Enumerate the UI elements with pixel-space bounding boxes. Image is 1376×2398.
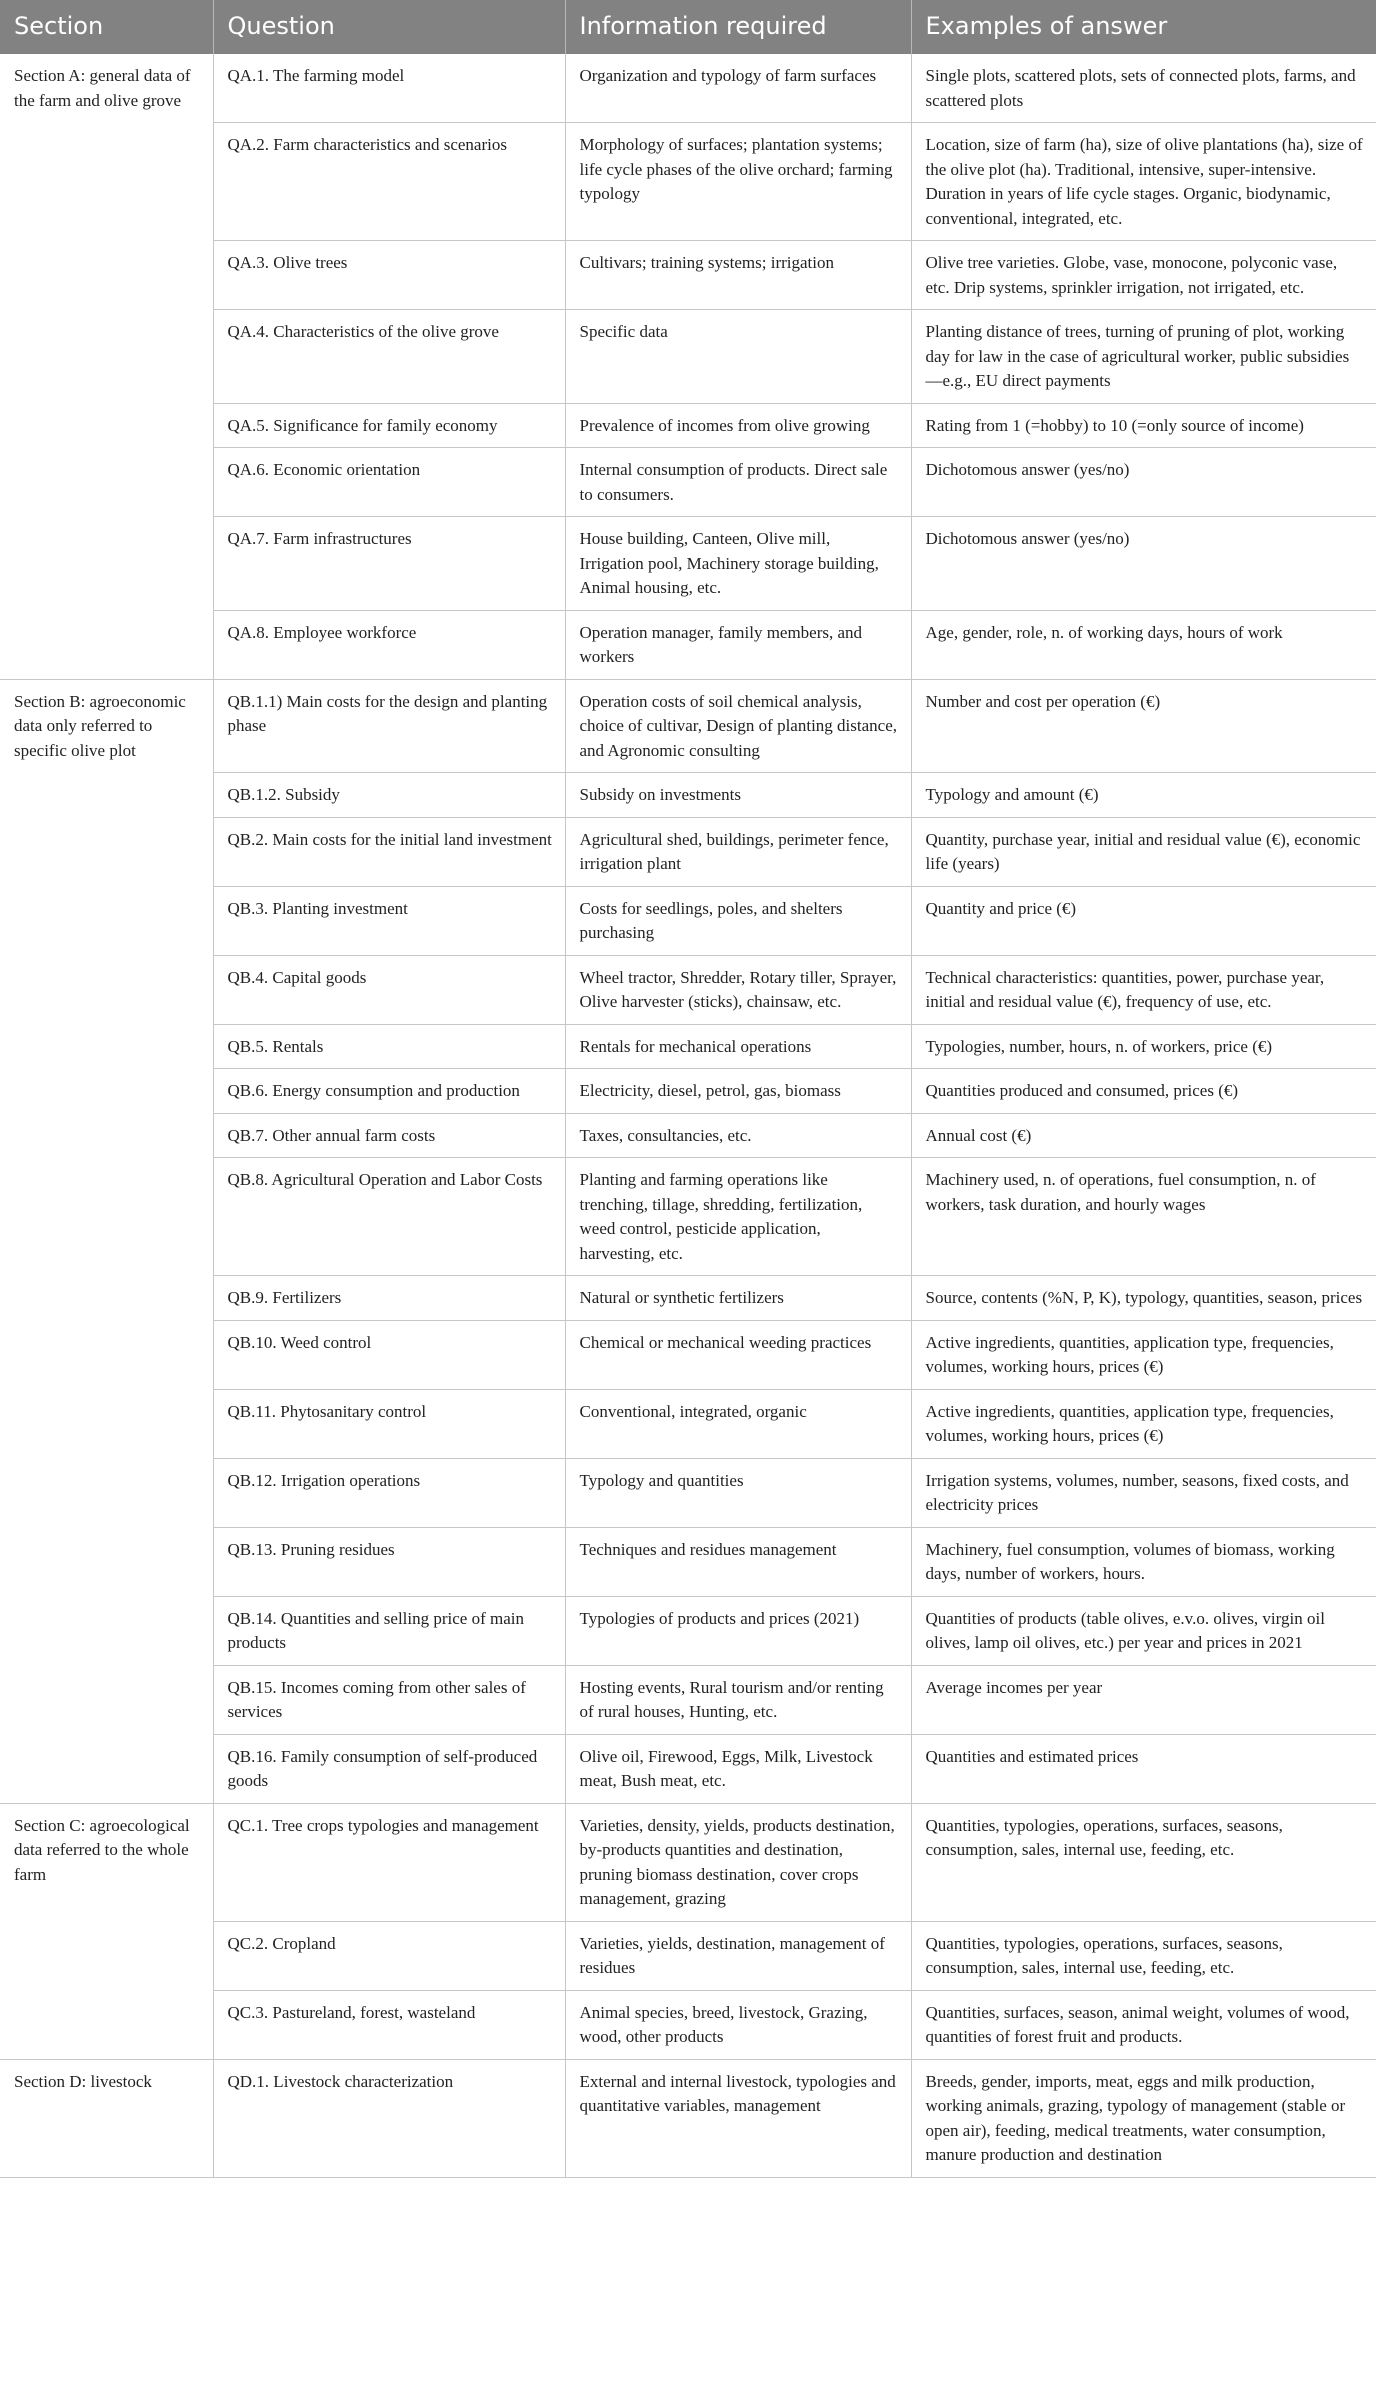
information-cell: Rentals for mechanical operations	[565, 1024, 911, 1069]
information-cell: Animal species, breed, livestock, Grazing, wood, other products	[565, 1990, 911, 2059]
example-cell: Dichotomous answer (yes/no)	[911, 448, 1376, 517]
information-cell: Morphology of surfaces; plantation systems; life cycle phases of the olive orchard; farming typology	[565, 123, 911, 241]
header-information-required: Information required	[565, 0, 911, 54]
example-cell: Active ingredients, quantities, application type, frequencies, volumes, working hours, prices (€)	[911, 1389, 1376, 1458]
example-cell: Age, gender, role, n. of working days, hours of work	[911, 610, 1376, 679]
question-cell: QA.6. Economic orientation	[213, 448, 565, 517]
information-cell: Varieties, yields, destination, management of residues	[565, 1921, 911, 1990]
question-cell: QB.7. Other annual farm costs	[213, 1113, 565, 1158]
example-cell: Single plots, scattered plots, sets of connected plots, farms, and scattered plots	[911, 54, 1376, 123]
example-cell: Quantity, purchase year, initial and residual value (€), economic life (years)	[911, 817, 1376, 886]
question-cell: QC.1. Tree crops typologies and management	[213, 1803, 565, 1921]
question-cell: QB.3. Planting investment	[213, 886, 565, 955]
information-cell: House building, Canteen, Olive mill, Irrigation pool, Machinery storage building, Animal housing, etc.	[565, 517, 911, 611]
header-row	[0, 0, 1376, 54]
table-row	[0, 54, 1376, 123]
information-cell: Specific data	[565, 310, 911, 404]
example-cell: Rating from 1 (=hobby) to 10 (=only source of income)	[911, 403, 1376, 448]
question-cell: QB.13. Pruning residues	[213, 1527, 565, 1596]
example-cell: Machinery used, n. of operations, fuel consumption, n. of workers, task duration, and hourly wages	[911, 1158, 1376, 1276]
question-cell: QA.4. Characteristics of the olive grove	[213, 310, 565, 404]
information-cell: Varieties, density, yields, products destination, by-products quantities and destination, pruning biomass destination, cover crops management, grazing	[565, 1803, 911, 1921]
question-cell: QB.11. Phytosanitary control	[213, 1389, 565, 1458]
question-cell: QB.16. Family consumption of self-produced goods	[213, 1734, 565, 1803]
example-cell: Quantities and estimated prices	[911, 1734, 1376, 1803]
example-cell: Typologies, number, hours, n. of workers, price (€)	[911, 1024, 1376, 1069]
question-cell: QB.2. Main costs for the initial land investment	[213, 817, 565, 886]
information-cell: Natural or synthetic fertilizers	[565, 1276, 911, 1321]
question-cell: QB.10. Weed control	[213, 1320, 565, 1389]
question-cell: QB.4. Capital goods	[213, 955, 565, 1024]
table-body	[0, 54, 1376, 2177]
example-cell: Quantities, surfaces, season, animal weight, volumes of wood, quantities of forest fruit and products.	[911, 1990, 1376, 2059]
information-cell: Olive oil, Firewood, Eggs, Milk, Livestock meat, Bush meat, etc.	[565, 1734, 911, 1803]
example-cell: Irrigation systems, volumes, number, seasons, fixed costs, and electricity prices	[911, 1458, 1376, 1527]
information-cell: Operation costs of soil chemical analysis, choice of cultivar, Design of planting distance, and Agronomic consulting	[565, 679, 911, 773]
header-question: Question	[213, 0, 565, 54]
information-cell: Electricity, diesel, petrol, gas, biomass	[565, 1069, 911, 1114]
information-cell: Techniques and residues management	[565, 1527, 911, 1596]
information-cell: Planting and farming operations like trenching, tillage, shredding, fertilization, weed control, pesticide application, harvesting, etc.	[565, 1158, 911, 1276]
information-cell: Hosting events, Rural tourism and/or renting of rural houses, Hunting, etc.	[565, 1665, 911, 1734]
information-cell: Typologies of products and prices (2021)	[565, 1596, 911, 1665]
question-cell: QA.2. Farm characteristics and scenarios	[213, 123, 565, 241]
example-cell: Annual cost (€)	[911, 1113, 1376, 1158]
question-cell: QA.3. Olive trees	[213, 241, 565, 310]
header-examples-of-answer: Examples of answer	[911, 0, 1376, 54]
question-cell: QB.1.2. Subsidy	[213, 773, 565, 818]
information-cell: Costs for seedlings, poles, and shelters purchasing	[565, 886, 911, 955]
section-cell: Section B: agroeconomic data only referred to specific olive plot	[0, 679, 213, 1803]
example-cell: Active ingredients, quantities, application type, frequencies, volumes, working hours, prices (€)	[911, 1320, 1376, 1389]
table-row	[0, 1803, 1376, 1921]
question-cell: QA.7. Farm infrastructures	[213, 517, 565, 611]
information-cell: External and internal livestock, typologies and quantitative variables, management	[565, 2059, 911, 2177]
question-cell: QD.1. Livestock characterization	[213, 2059, 565, 2177]
example-cell: Quantities of products (table olives, e.v.o. olives, virgin oil olives, lamp oil olives, etc.) per year and prices in 2021	[911, 1596, 1376, 1665]
example-cell: Average incomes per year	[911, 1665, 1376, 1734]
question-cell: QB.12. Irrigation operations	[213, 1458, 565, 1527]
question-cell: QA.1. The farming model	[213, 54, 565, 123]
header-section: Section	[0, 0, 213, 54]
question-cell: QA.8. Employee workforce	[213, 610, 565, 679]
section-cell: Section C: agroecological data referred to the whole farm	[0, 1803, 213, 2059]
information-cell: Internal consumption of products. Direct sale to consumers.	[565, 448, 911, 517]
example-cell: Dichotomous answer (yes/no)	[911, 517, 1376, 611]
question-cell: QB.14. Quantities and selling price of main products	[213, 1596, 565, 1665]
information-cell: Conventional, integrated, organic	[565, 1389, 911, 1458]
question-cell: QC.2. Cropland	[213, 1921, 565, 1990]
example-cell: Quantities, typologies, operations, surfaces, seasons, consumption, sales, internal use, feeding, etc.	[911, 1921, 1376, 1990]
example-cell: Quantity and price (€)	[911, 886, 1376, 955]
example-cell: Planting distance of trees, turning of pruning of plot, working day for law in the case of agricultural worker, public subsidies—e.g., EU direct payments	[911, 310, 1376, 404]
section-cell: Section D: livestock	[0, 2059, 213, 2177]
example-cell: Number and cost per operation (€)	[911, 679, 1376, 773]
example-cell: Technical characteristics: quantities, power, purchase year, initial and residual value (€), frequency of use, etc.	[911, 955, 1376, 1024]
example-cell: Source, contents (%N, P, K), typology, quantities, season, prices	[911, 1276, 1376, 1321]
table-row	[0, 2059, 1376, 2177]
question-cell: QB.6. Energy consumption and production	[213, 1069, 565, 1114]
example-cell: Quantities produced and consumed, prices (€)	[911, 1069, 1376, 1114]
question-cell: QB.5. Rentals	[213, 1024, 565, 1069]
question-cell: QB.8. Agricultural Operation and Labor Costs	[213, 1158, 565, 1276]
question-cell: QC.3. Pastureland, forest, wasteland	[213, 1990, 565, 2059]
information-cell: Prevalence of incomes from olive growing	[565, 403, 911, 448]
example-cell: Quantities, typologies, operations, surfaces, seasons, consumption, sales, internal use, feeding, etc.	[911, 1803, 1376, 1921]
example-cell: Breeds, gender, imports, meat, eggs and milk production, working animals, grazing, typology of management (stable or open air), feeding, medical treatments, water consumption, manure production and destination	[911, 2059, 1376, 2177]
example-cell: Olive tree varieties. Globe, vase, monocone, polyconic vase, etc. Drip systems, sprinkler irrigation, not irrigated, etc.	[911, 241, 1376, 310]
question-cell: QB.1.1) Main costs for the design and planting phase	[213, 679, 565, 773]
information-cell: Taxes, consultancies, etc.	[565, 1113, 911, 1158]
information-cell: Operation manager, family members, and workers	[565, 610, 911, 679]
information-cell: Wheel tractor, Shredder, Rotary tiller, Sprayer, Olive harvester (sticks), chainsaw, etc.	[565, 955, 911, 1024]
example-cell: Location, size of farm (ha), size of olive plantations (ha), size of the olive plot (ha). Traditional, intensive, super-intensive. Duration in years of life cycle stages. Organic, biodynamic, conventional, integrated, etc.	[911, 123, 1376, 241]
information-cell: Agricultural shed, buildings, perimeter fence, irrigation plant	[565, 817, 911, 886]
table-row	[0, 679, 1376, 773]
example-cell: Typology and amount (€)	[911, 773, 1376, 818]
information-cell: Chemical or mechanical weeding practices	[565, 1320, 911, 1389]
question-cell: QB.9. Fertilizers	[213, 1276, 565, 1321]
question-cell: QB.15. Incomes coming from other sales of services	[213, 1665, 565, 1734]
example-cell: Machinery, fuel consumption, volumes of biomass, working days, number of workers, hours.	[911, 1527, 1376, 1596]
section-cell: Section A: general data of the farm and olive grove	[0, 54, 213, 679]
table-header	[0, 0, 1376, 54]
information-cell: Organization and typology of farm surfaces	[565, 54, 911, 123]
question-cell: QA.5. Significance for family economy	[213, 403, 565, 448]
information-cell: Typology and quantities	[565, 1458, 911, 1527]
information-cell: Subsidy on investments	[565, 773, 911, 818]
information-cell: Cultivars; training systems; irrigation	[565, 241, 911, 310]
